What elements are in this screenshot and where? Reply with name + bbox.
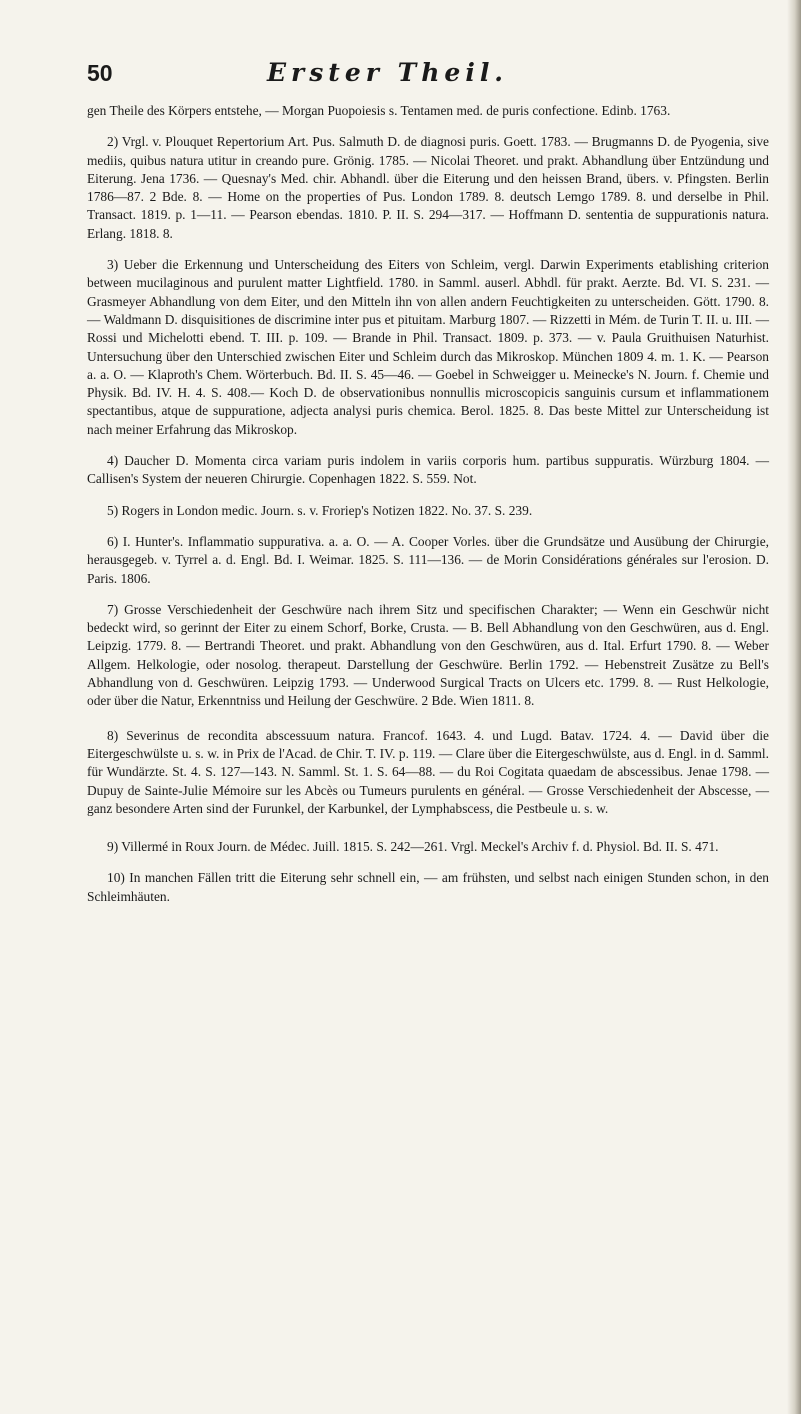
footnotes-body (87, 102, 769, 919)
footnote-9: 9) Villermé in Roux Journ. de Médec. Juill. 1815. S. 242—261. Vrgl. Meckel's Archiv f. d. Physiol. Bd. II. S. 471. (107, 839, 719, 855)
page-header (87, 60, 767, 90)
footnote-10: 10) In manchen Fällen tritt die Eiterung sehr schnell ein, — am frühsten, und selbst nach einigen Stunden schon, in den Schleimhäuten. (87, 870, 769, 904)
footnote-6: 6) I. Hunter's. Inflammatio suppurativa. a. a. O. — A. Cooper Vorles. über die Grundsätze und Ausübung der Chirurgie, herausgegeb. v. Tyrrel a. d. Engl. Bd. I. Weimar. 1825. S. 111—136. — de Morin Considérations générales sur l'erosion. D. Paris. 1806. (87, 533, 769, 586)
footnote-2: 2) Vrgl. v. Plouquet Repertorium Art. Pus. Salmuth D. de diagnosi puris. Goett. 1783. — Brugmanns D. de Pyogenia, sive mediis, quibus natura utitur in creando pure. Grönig. 1785. — Nicolai Theoret. und prakt. Abhandlung über Entzündung und Eiterung. Jena 1736. — Quesnay's Med. chir. Abhandl. über die Eiterung und den heissen Brand, übers. v. Pfingsten. Berlin 1786—87. 2 Bde. 8. — Home on the properties of Pus. London 1789. 8. deutsch Lemgo 1789. 8. und derselbe in Phil. Transact. 1819. p. 1—11. — Pearson ebendas. 1810. P. II. S. 294—317. — Hoffmann D. sententia de suppurationis natura. Erlang. 1818. 8. (87, 134, 769, 241)
page-number: 50 (87, 60, 113, 86)
footnote-8: 8) Severinus de recondita abscessuum natura. Francof. 1643. 4. und Lugd. Batav. 1724. 4. — David über die Eitergeschwülste u. s. w. in Prix de l'Acad. de Chir. T. IV. p. 119. — Clare über die Eitergeschwülste, aus d. Engl. in d. Samml. für Wundärzte. St. 4. S. 127—143. N. Samml. St. 1. S. 64—88. — du Roi Cogitata quaedam de abscessibus. Jenae 1798. — Dupuy de Sainte-Julie Mémoire sur les Abcès ou Tumeurs purulents en général. — Grosse Verschiedenheit der Abscesse, — ganz besondere Arten sind der Furunkel, der Karbunkel, der Lymphabscess, die Pestbeule u. s. w. (87, 727, 769, 816)
footnote-continuation: gen Theile des Körpers entstehe, — Morgan Puopoiesis s. Tentamen med. de puris confectione. Edinb. 1763. (87, 103, 671, 118)
footnote-4: 4) Daucher D. Momenta circa variam puris indolem in variis corporis hum. partibus suppuratis. Würzburg 1804. — Callisen's System der neueren Chirurgie. Copenhagen 1822. S. 559. Not. (87, 453, 769, 487)
running-head: Erster Theil. (267, 58, 509, 87)
footnote-5: 5) Rogers in London medic. Journ. s. v. Froriep's Notizen 1822. No. 37. S. 239. (107, 502, 533, 518)
page-edge-shadow (787, 0, 801, 1414)
footnote-3: 3) Ueber die Erkennung und Unterscheidung des Eiters von Schleim, vergl. Darwin Experiments etablishing criterion between mucilaginous and purulent matter Lightfield. 1780. in Samml. auserl. Abhdl. für prakt. Aerzte. Bd. VI. S. 231. — Grasmeyer Abhandlung von dem Eiter, und den Mitteln ihn von allen andern Feuchtigkeiten zu unterscheiden. Gött. 1790. 8. — Waldmann D. disquisitiones de discrimine inter pus et pituitam. Marburg 1807. — Rizzetti in Mém. de Turin T. II. u. III. — Rossi und Michelotti ebend. T. III. p. 109. — Brande in Phil. Transact. 1809. p. 373. — v. Paula Gruithuisen Naturhist. Untersuchung über den Unterschied zwischen Eiter und Schleim durch das Mikroskop. München 1809 4. m. 1. K. — Pearson a. a. O. — Klaproth's Chem. Wörterbuch. Bd. II. S. 45—46. — Goebel in Schweigger u. Meinecke's N. Journ. f. Chemie und Physik. Bd. IV. H. 4. S. 408.— Koch D. de observationibus nonnullis microscopicis sanguinis cursum et inflammationem spectantibus, atque de suppuratione, adjecta analysi puris chemica. Berol. 1825. 8. Das beste Mittel zur Unterscheidung ist nach meiner Erfahrung das Mikroskop. (87, 257, 769, 437)
footnote-7: 7) Grosse Verschiedenheit der Geschwüre nach ihrem Sitz und specifischen Charakter; — Wenn ein Geschwür nicht bedeckt wird, so gerinnt der Eiter zu einem Schorf, Borke, Crusta. — B. Bell Abhandlung von den Geschwüren, aus d. Engl. Leipzig. 1779. 8. — Bertrandi Theoret. und prakt. Abhandlung von den Geschwüren, aus d. Ital. Erfurt 1790. 8. — Weber Allgem. Helkologie, oder nosolog. therapeut. Darstellung der Geschwüre. Berlin 1792. — Hebenstreit Zusätze zu Bell's Abhandlung von d. Geschwüren. Leipzig 1793. — Underwood Surgical Tracts on Ulcers etc. 1799. 8. — Rust Helkologie, oder über die Natur, Erkenntniss und Heilung der Geschwüre. 2 Bde. Wien 1811. 8. (87, 601, 769, 709)
